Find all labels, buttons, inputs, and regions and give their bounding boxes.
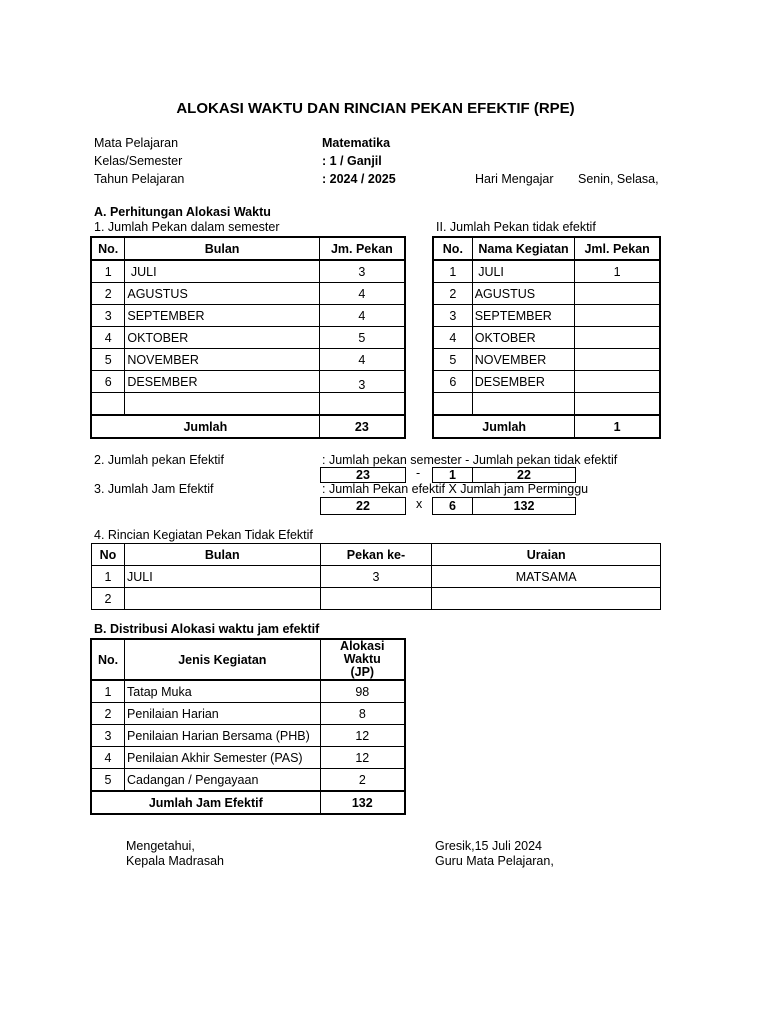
table1-cell: 3 — [319, 260, 405, 283]
mapel-value: Matematika — [322, 136, 391, 150]
table1-cell: 4 — [319, 305, 405, 327]
table2-cell: 4 — [433, 327, 472, 349]
table1-cell: 4 — [319, 349, 405, 371]
table2-cell: NOVEMBER — [472, 349, 575, 371]
table-row — [91, 769, 405, 792]
table1-cell: DESEMBER — [125, 371, 319, 393]
rincian-header-bulan: Bulan — [124, 544, 320, 566]
signature-right-line2: Guru Mata Pelajaran, — [435, 854, 554, 868]
times-sign: x — [416, 497, 423, 511]
table-row — [91, 680, 405, 703]
table-row — [92, 588, 661, 610]
kelas-label: Kelas/Semester — [94, 154, 183, 168]
distribusi-cell: Cadangan / Pengayaan — [125, 769, 321, 792]
distribusi-cell: Tatap Muka — [125, 680, 321, 703]
table1-total-value: 23 — [319, 415, 405, 438]
distribusi-total-value: 132 — [320, 791, 405, 814]
distribusi-cell: 98 — [320, 680, 405, 703]
table-row — [91, 349, 405, 371]
distribusi-total-label: Jumlah Jam Efektif — [91, 791, 320, 814]
table-row — [91, 260, 405, 283]
table2-header-kegiatan: Nama Kegiatan — [472, 237, 575, 260]
table1-cell: 5 — [91, 349, 125, 371]
distribusi-cell: Penilaian Harian Bersama (PHB) — [125, 725, 321, 747]
distribusi-cell: 4 — [91, 747, 125, 769]
pekan-efektif-box: 22 — [320, 497, 406, 515]
table1-cell: 4 — [91, 327, 125, 349]
table2-cell: 1 — [433, 260, 472, 283]
signature-right-line1: Gresik,15 Juli 2024 — [435, 839, 543, 853]
table2-cell: DESEMBER — [472, 371, 575, 393]
table-row — [433, 327, 660, 349]
table1-cell: 6 — [91, 371, 125, 393]
distribusi-cell: 12 — [320, 725, 405, 747]
table2-cell: 3 — [433, 305, 472, 327]
jam-perminggu-box: 6 — [432, 497, 473, 515]
distribusi-cell: 1 — [91, 680, 125, 703]
pekan-efektif-formula: : Jumlah pekan semester - Jumlah pekan tidak efektif — [322, 453, 618, 467]
distribusi-header-jenis: Jenis Kegiatan — [125, 639, 321, 680]
rincian-header-no: No — [92, 544, 125, 566]
table2-cell: 2 — [433, 283, 472, 305]
table-row — [91, 747, 405, 769]
table1-header-no: No. — [91, 237, 125, 260]
table1-cell: NOVEMBER — [125, 349, 319, 371]
distribusi-header-no: No. — [91, 639, 125, 680]
table2-total-label: Jumlah — [433, 415, 575, 438]
distribusi-total-row — [91, 791, 405, 814]
table2-cell — [433, 393, 472, 416]
rincian-cell: 2 — [92, 588, 125, 610]
table2-cell: 5 — [433, 349, 472, 371]
table1-cell — [91, 393, 125, 416]
section-a-sub1: 1. Jumlah Pekan dalam semester — [94, 220, 280, 234]
table2-cell: 1 — [575, 260, 660, 283]
table-row — [433, 393, 660, 416]
table1-cell: 2 — [91, 283, 125, 305]
table-row — [91, 283, 405, 305]
rincian-heading: 4. Rincian Kegiatan Pekan Tidak Efektif — [94, 528, 313, 542]
tahun-label: Tahun Pelajaran — [94, 172, 185, 186]
table-row — [433, 260, 660, 283]
table2-cell — [575, 393, 660, 416]
distribusi-cell: 2 — [91, 703, 125, 725]
table1-cell: 1 — [91, 260, 125, 283]
distribusi-cell: 5 — [91, 769, 125, 792]
distribusi-cell: Penilaian Akhir Semester (PAS) — [125, 747, 321, 769]
section-b-heading: B. Distribusi Alokasi waktu jam efektif — [94, 622, 320, 636]
table1-header-bulan: Bulan — [125, 237, 319, 260]
table1-header-pekan: Jm. Pekan — [319, 237, 405, 260]
distribusi-cell: 8 — [320, 703, 405, 725]
table2-cell: OKTOBER — [472, 327, 575, 349]
distribusi-cell: 2 — [320, 769, 405, 792]
section-a-heading: A. Perhitungan Alokasi Waktu — [94, 205, 271, 219]
tahun-value: : 2024 / 2025 — [322, 172, 396, 186]
table-row — [91, 371, 405, 393]
table1-cell: SEPTEMBER — [125, 305, 319, 327]
table2-cell: SEPTEMBER — [472, 305, 575, 327]
table2-cell: AGUSTUS — [472, 283, 575, 305]
table2-cell — [575, 327, 660, 349]
table1-cell — [319, 393, 405, 416]
rincian-cell — [320, 588, 432, 610]
jam-efektif-result-box: 132 — [472, 497, 576, 515]
pekan-semester-box: 23 — [320, 467, 406, 483]
table-row — [91, 305, 405, 327]
table2-cell — [575, 283, 660, 305]
table2-total-value: 1 — [575, 415, 660, 438]
table2-header-pekan: Jml. Pekan — [575, 237, 660, 260]
table1-cell: 3 — [91, 305, 125, 327]
table-pekan-tidak-efektif — [432, 236, 661, 439]
table1-cell: 3 — [319, 371, 405, 393]
rincian-cell: MATSAMA — [432, 566, 661, 588]
pekan-efektif-label: 2. Jumlah pekan Efektif — [94, 453, 224, 467]
table-row — [91, 703, 405, 725]
table-row — [433, 305, 660, 327]
table2-cell — [575, 305, 660, 327]
distribusi-header-alokasi: Alokasi Waktu (JP) — [320, 639, 405, 680]
table1-total-label: Jumlah — [91, 415, 319, 438]
hari-label: Hari Mengajar — [475, 172, 554, 186]
section-a-sub2: II. Jumlah Pekan tidak efektif — [436, 220, 596, 234]
pekan-tidak-efektif-box: 1 — [432, 467, 473, 483]
distribusi-cell: 12 — [320, 747, 405, 769]
table-pekan-semester — [90, 236, 406, 439]
table-row — [92, 566, 661, 588]
table-row — [91, 393, 405, 416]
signature-left-line2: Kepala Madrasah — [126, 854, 224, 868]
table1-cell — [125, 393, 319, 416]
table2-cell — [575, 349, 660, 371]
jam-efektif-formula: : Jumlah Pekan efektif X Jumlah jam Perminggu — [322, 482, 589, 496]
table-distribusi — [90, 638, 406, 815]
kelas-value: : 1 / Ganjil — [322, 154, 382, 168]
table-row — [91, 327, 405, 349]
jam-efektif-label: 3. Jumlah Jam Efektif — [94, 482, 214, 496]
distribusi-cell: 3 — [91, 725, 125, 747]
table1-cell: OKTOBER — [125, 327, 319, 349]
rincian-cell — [124, 588, 320, 610]
rincian-cell: 1 — [92, 566, 125, 588]
distribusi-cell: Penilaian Harian — [125, 703, 321, 725]
signature-left-line1: Mengetahui, — [126, 839, 195, 853]
pekan-efektif-result-box: 22 — [472, 467, 576, 483]
table-row — [91, 725, 405, 747]
mapel-label: Mata Pelajaran — [94, 136, 179, 150]
table-row — [433, 283, 660, 305]
rincian-cell: 3 — [320, 566, 432, 588]
rincian-cell: JULI — [124, 566, 320, 588]
table-row — [433, 349, 660, 371]
table2-total-row — [433, 415, 660, 438]
table1-cell: 5 — [319, 327, 405, 349]
table-row — [433, 371, 660, 393]
table-rincian — [91, 543, 661, 610]
rincian-header-pekan: Pekan ke- — [320, 544, 432, 566]
minus-sign: - — [416, 466, 421, 480]
table1-cell: 4 — [319, 283, 405, 305]
page-title: ALOKASI WAKTU DAN RINCIAN PEKAN EFEKTIF (RPE) — [176, 100, 575, 117]
rincian-cell — [432, 588, 661, 610]
table1-cell: AGUSTUS — [125, 283, 319, 305]
rincian-header-uraian: Uraian — [432, 544, 661, 566]
table1-cell: JULI — [125, 260, 319, 283]
table2-header-no: No. — [433, 237, 472, 260]
hari-value: Senin, Selasa, — [578, 172, 659, 186]
table2-cell: 6 — [433, 371, 472, 393]
table2-cell: JULI — [472, 260, 575, 283]
table2-cell — [575, 371, 660, 393]
table1-total-row — [91, 415, 405, 438]
table2-cell — [472, 393, 575, 416]
